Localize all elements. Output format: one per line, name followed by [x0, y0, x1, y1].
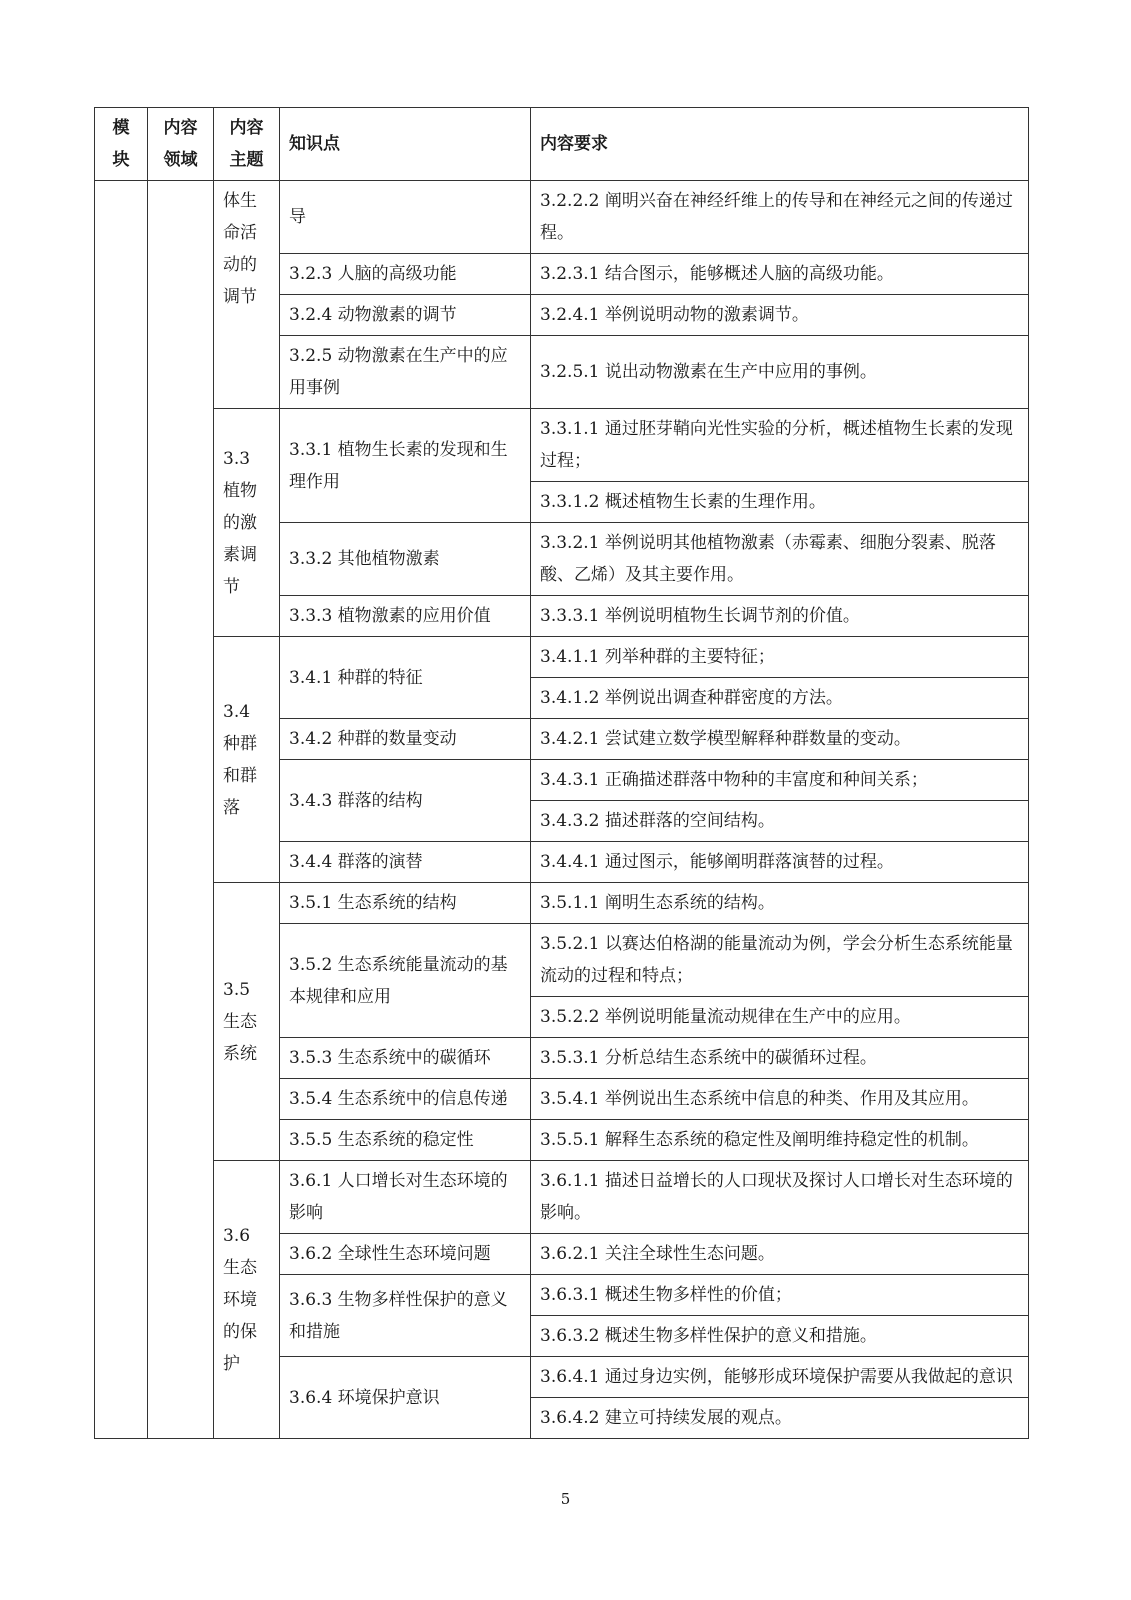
- topic-label-line: 3.4: [223, 701, 251, 722]
- requirement-cell: 3.4.4.1 通过图示，能够阐明群落演替的过程。: [531, 842, 1029, 883]
- curriculum-table: [94, 107, 1029, 1439]
- knowledge-point-cell: 3.6.1 人口增长对生态环境的影响: [280, 1161, 531, 1234]
- topic-label-line: 3.5: [223, 979, 251, 1000]
- requirement-cell: 3.6.3.1 概述生物多样性的价值；: [531, 1275, 1029, 1316]
- table-body: [95, 181, 1029, 1439]
- requirement-cell: 3.3.2.1 举例说明其他植物激素（赤霉素、细胞分裂素、脱落酸、乙烯）及其主要作用。: [531, 523, 1029, 596]
- topic-cell: [214, 883, 280, 1161]
- topic-label-line: 和群: [223, 765, 257, 786]
- requirement-cell: 3.5.5.1 解释生态系统的稳定性及阐明维持稳定性的机制。: [531, 1120, 1029, 1161]
- requirement-cell: 3.4.1.2 举例说出调查种群密度的方法。: [531, 678, 1029, 719]
- topic-label-line: 生态: [223, 1011, 257, 1032]
- page-number: 5: [560, 1490, 571, 1508]
- table-row: [95, 181, 1029, 254]
- topic-cell: [214, 1161, 280, 1439]
- table-row: [95, 637, 1029, 678]
- knowledge-point-cell: 3.6.4 环境保护意识: [280, 1357, 531, 1439]
- requirement-cell: 3.5.3.1 分析总结生态系统中的碳循环过程。: [531, 1038, 1029, 1079]
- header-module: 模 块: [95, 108, 148, 181]
- header-content-area: 内容 领域: [148, 108, 214, 181]
- requirement-cell: 3.2.3.1 结合图示，能够概述人脑的高级功能。: [531, 254, 1029, 295]
- knowledge-point-cell: 3.4.2 种群的数量变动: [280, 719, 531, 760]
- requirement-cell: 3.5.1.1 阐明生态系统的结构。: [531, 883, 1029, 924]
- header-knowledge-point: 知识点: [280, 108, 531, 181]
- topic-cell: [214, 637, 280, 883]
- topic-label-line: 系统: [223, 1043, 257, 1064]
- knowledge-point-cell: 3.5.5 生态系统的稳定性: [280, 1120, 531, 1161]
- topic-label-line: 节: [223, 576, 240, 597]
- knowledge-point-cell: 导: [280, 181, 531, 254]
- topic-label-line: 调节: [223, 287, 257, 307]
- topic-label-line: 体生: [223, 191, 257, 211]
- knowledge-point-cell: 3.3.2 其他植物激素: [280, 523, 531, 596]
- knowledge-point-cell: 3.4.1 种群的特征: [280, 637, 531, 719]
- knowledge-point-cell: 3.4.4 群落的演替: [280, 842, 531, 883]
- topic-label-line: 的激: [223, 512, 257, 533]
- requirement-cell: 3.6.1.1 描述日益增长的人口现状及探讨人口增长对生态环境的影响。: [531, 1161, 1029, 1234]
- table-row: [95, 1161, 1029, 1234]
- header-content-topic: 内容 主题: [214, 108, 280, 181]
- topic-label-line: 3.6: [223, 1225, 251, 1246]
- requirement-cell: 3.6.4.2 建立可持续发展的观点。: [531, 1398, 1029, 1439]
- knowledge-point-cell: 3.2.3 人脑的高级功能: [280, 254, 531, 295]
- topic-label-line: 动的: [223, 255, 257, 275]
- knowledge-point-cell: 3.5.1 生态系统的结构: [280, 883, 531, 924]
- requirement-cell: 3.6.2.1 关注全球性生态问题。: [531, 1234, 1029, 1275]
- requirement-cell: 3.4.1.1 列举种群的主要特征；: [531, 637, 1029, 678]
- topic-cell: [214, 409, 280, 637]
- topic-label-line: 生态: [223, 1257, 257, 1278]
- knowledge-point-cell: 3.4.3 群落的结构: [280, 760, 531, 842]
- requirement-cell: 3.5.2.1 以赛达伯格湖的能量流动为例，学会分析生态系统能量流动的过程和特点；: [531, 924, 1029, 997]
- requirement-cell: 3.3.1.2 概述植物生长素的生理作用。: [531, 482, 1029, 523]
- knowledge-point-cell: 3.2.4 动物激素的调节: [280, 295, 531, 336]
- topic-label-line: 护: [223, 1353, 240, 1374]
- header-requirements: 内容要求: [531, 108, 1029, 181]
- topic-label-line: 环境: [223, 1289, 257, 1310]
- topic-label-line: 植物: [223, 480, 257, 501]
- table-row: [95, 883, 1029, 924]
- knowledge-point-cell: 3.3.1 植物生长素的发现和生理作用: [280, 409, 531, 523]
- topic-label-line: 落: [223, 797, 240, 818]
- requirement-cell: 3.4.2.1 尝试建立数学模型解释种群数量的变动。: [531, 719, 1029, 760]
- table-row: [95, 409, 1029, 482]
- knowledge-point-cell: 3.5.2 生态系统能量流动的基本规律和应用: [280, 924, 531, 1038]
- topic-label-line: 种群: [223, 733, 257, 754]
- knowledge-point-cell: 3.2.5 动物激素在生产中的应用事例: [280, 336, 531, 409]
- knowledge-point-cell: 3.6.2 全球性生态环境问题: [280, 1234, 531, 1275]
- knowledge-point-cell: 3.5.4 生态系统中的信息传递: [280, 1079, 531, 1120]
- topic-cell: [214, 181, 280, 409]
- topic-label-line: 的保: [223, 1321, 257, 1342]
- topic-label-line: 素调: [223, 544, 257, 565]
- requirement-cell: 3.5.2.2 举例说明能量流动规律在生产中的应用。: [531, 997, 1029, 1038]
- header-row: [95, 108, 1029, 181]
- requirement-cell: 3.2.5.1 说出动物激素在生产中应用的事例。: [531, 336, 1029, 409]
- requirement-cell: 3.4.3.1 正确描述群落中物种的丰富度和种间关系；: [531, 760, 1029, 801]
- requirement-cell: 3.4.3.2 描述群落的空间结构。: [531, 801, 1029, 842]
- requirement-cell: 3.2.4.1 举例说明动物的激素调节。: [531, 295, 1029, 336]
- requirement-cell: 3.6.3.2 概述生物多样性保护的意义和措施。: [531, 1316, 1029, 1357]
- requirement-cell: 3.3.1.1 通过胚芽鞘向光性实验的分析，概述植物生长素的发现过程；: [531, 409, 1029, 482]
- requirement-cell: 3.6.4.1 通过身边实例，能够形成环境保护需要从我做起的意识: [531, 1357, 1029, 1398]
- knowledge-point-cell: 3.6.3 生物多样性保护的意义和措施: [280, 1275, 531, 1357]
- requirement-cell: 3.3.3.1 举例说明植物生长调节剂的价值。: [531, 596, 1029, 637]
- requirement-cell: 3.2.2.2 阐明兴奋在神经纤维上的传导和在神经元之间的传递过程。: [531, 181, 1029, 254]
- knowledge-point-cell: 3.3.3 植物激素的应用价值: [280, 596, 531, 637]
- module-cell: [95, 181, 148, 1439]
- requirement-cell: 3.5.4.1 举例说出生态系统中信息的种类、作用及其应用。: [531, 1079, 1029, 1120]
- topic-label-line: 3.3: [223, 448, 251, 469]
- knowledge-point-cell: 3.5.3 生态系统中的碳循环: [280, 1038, 531, 1079]
- content-area-cell: [148, 181, 214, 1439]
- topic-label-line: 命活: [223, 223, 257, 243]
